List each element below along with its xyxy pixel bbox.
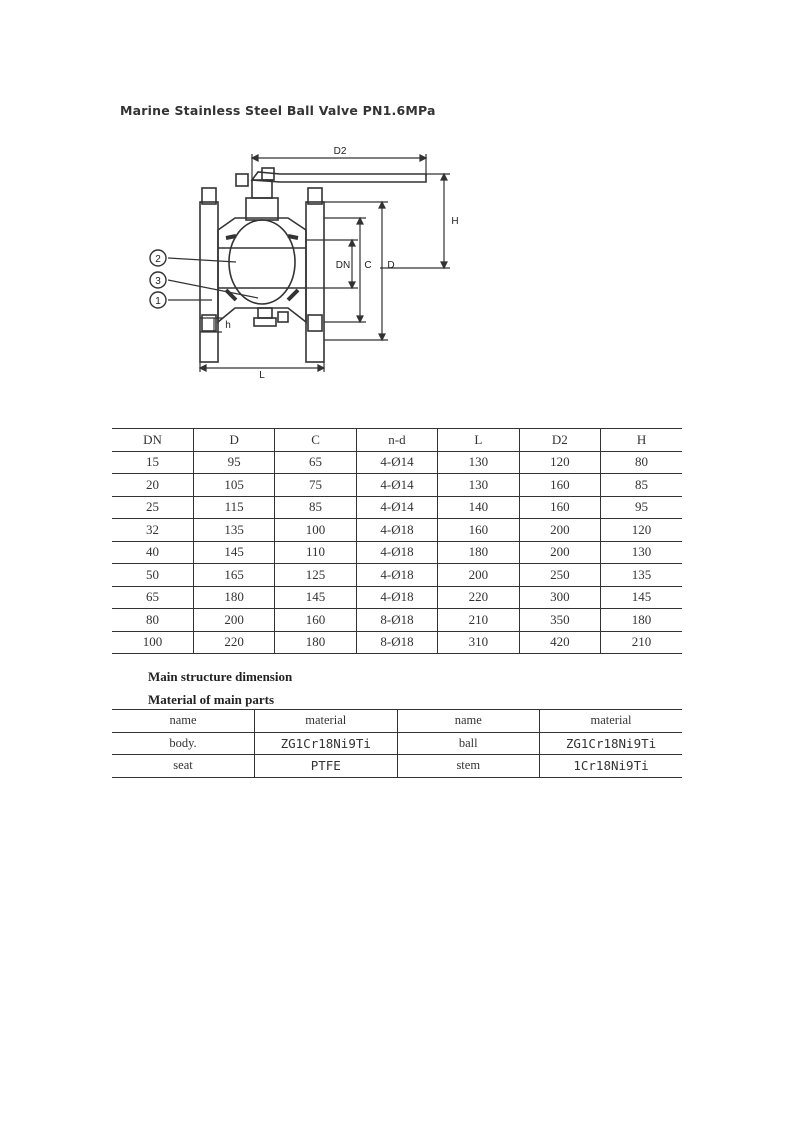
table-cell: 180 (601, 609, 682, 632)
table-cell: 100 (275, 519, 356, 542)
table-cell: 4-Ø18 (356, 586, 437, 609)
table-row (112, 732, 682, 755)
table-cell: 100 (112, 631, 193, 654)
table-cell: 80 (601, 451, 682, 474)
header-h: H (601, 429, 682, 452)
table-cell: 165 (193, 564, 274, 587)
table-cell: 4-Ø18 (356, 519, 437, 542)
table-cell: 4-Ø18 (356, 541, 437, 564)
table-cell: 210 (601, 631, 682, 654)
header-name-1: name (112, 710, 255, 733)
table-cell: 160 (519, 474, 600, 497)
table-row (112, 519, 682, 542)
table-cell: 32 (112, 519, 193, 542)
table-cell: 145 (601, 586, 682, 609)
right-flange (306, 202, 324, 362)
table-cell: 95 (193, 451, 274, 474)
table-cell: 160 (519, 496, 600, 519)
table-cell: 200 (519, 541, 600, 564)
table-row (112, 564, 682, 587)
table-cell: 130 (438, 451, 519, 474)
caption-materials: Material of main parts (148, 692, 275, 707)
valve-stem (252, 180, 272, 198)
dim-label-h: H (451, 216, 459, 227)
table-row (112, 541, 682, 564)
table-row (112, 451, 682, 474)
table-cell: 250 (519, 564, 600, 587)
table-cell: 4-Ø14 (356, 474, 437, 497)
table-cell: 4-Ø18 (356, 564, 437, 587)
table-cell: 310 (438, 631, 519, 654)
table-cell: seat (112, 755, 255, 778)
table-cell: 160 (438, 519, 519, 542)
header-name-2: name (397, 710, 540, 733)
valve-handle (252, 172, 426, 182)
table-cell: 120 (519, 451, 600, 474)
table-row (112, 755, 682, 778)
table-cell: 80 (112, 609, 193, 632)
valve-ball (229, 220, 295, 304)
table-cell: 200 (438, 564, 519, 587)
table-cell: 105 (193, 474, 274, 497)
table-cell: 115 (193, 496, 274, 519)
table-cell: 130 (601, 541, 682, 564)
header-material-2: material (540, 710, 683, 733)
table-cell: 85 (601, 474, 682, 497)
table-cell: 8-Ø18 (356, 609, 437, 632)
table-cell: 120 (601, 519, 682, 542)
dim-label-d2: D2 (333, 146, 347, 157)
valve-body (218, 218, 306, 322)
material-table-header (112, 710, 682, 733)
table-cell: 140 (438, 496, 519, 519)
header-d2: D2 (519, 429, 600, 452)
left-flange (200, 202, 218, 362)
table-cell: ZG1Cr18Ni9Ti (255, 732, 398, 755)
table-cell: 200 (193, 609, 274, 632)
table-cell: 40 (112, 541, 193, 564)
callout-3: 3 (155, 276, 161, 287)
table-cell: PTFE (255, 755, 398, 778)
table-cell: 75 (275, 474, 356, 497)
header-c: C (275, 429, 356, 452)
table-cell: 135 (193, 519, 274, 542)
table-cell: 25 (112, 496, 193, 519)
table-cell: 65 (275, 451, 356, 474)
valve-technical-drawing (140, 140, 470, 380)
table-row (112, 586, 682, 609)
table-cell: 8-Ø18 (356, 631, 437, 654)
table-row (112, 609, 682, 632)
table-cell: 15 (112, 451, 193, 474)
callout-2: 2 (155, 254, 161, 265)
table-cell: 65 (112, 586, 193, 609)
table-cell: body. (112, 732, 255, 755)
table-cell: 110 (275, 541, 356, 564)
table-cell: 180 (438, 541, 519, 564)
dim-label-dn: DN (335, 260, 351, 271)
table-cell: 420 (519, 631, 600, 654)
table-cell: 4-Ø14 (356, 451, 437, 474)
table-cell: 145 (193, 541, 274, 564)
table-cell: 125 (275, 564, 356, 587)
table-cell: 300 (519, 586, 600, 609)
table-cell: stem (397, 755, 540, 778)
table-cell: 220 (438, 586, 519, 609)
table-cell: 50 (112, 564, 193, 587)
table-row (112, 631, 682, 654)
table-row (112, 474, 682, 497)
dimension-table (112, 428, 682, 654)
table-cell: 350 (519, 609, 600, 632)
dim-label-l: L (259, 370, 265, 380)
header-l: L (438, 429, 519, 452)
table-cell: 200 (519, 519, 600, 542)
table-cell: 210 (438, 609, 519, 632)
table-cell: 145 (275, 586, 356, 609)
dimension-table-header (112, 429, 682, 452)
dim-label-c: C (364, 260, 372, 271)
table-cell: 95 (601, 496, 682, 519)
dim-label-h-small: h (225, 320, 231, 331)
header-material-1: material (255, 710, 398, 733)
table-cell: ZG1Cr18Ni9Ti (540, 732, 683, 755)
caption-structure: Main structure dimension (148, 669, 293, 684)
header-d: D (193, 429, 274, 452)
table-cell: 130 (438, 474, 519, 497)
valve-neck (246, 198, 278, 220)
header-dn: DN (112, 429, 193, 452)
table-cell: 85 (275, 496, 356, 519)
header-n-d: n-d (356, 429, 437, 452)
table-row (112, 496, 682, 519)
dim-label-d: D (387, 260, 395, 271)
table-cell: 160 (275, 609, 356, 632)
table-cell: 1Cr18Ni9Ti (540, 755, 683, 778)
table-cell: 220 (193, 631, 274, 654)
table-cell: 20 (112, 474, 193, 497)
material-table (112, 709, 682, 778)
table-cell: 180 (193, 586, 274, 609)
table-cell: 180 (275, 631, 356, 654)
table-cell: 135 (601, 564, 682, 587)
page-title: Marine Stainless Steel Ball Valve PN1.6MPa (120, 103, 436, 118)
table-cell: 4-Ø14 (356, 496, 437, 519)
table-cell: ball (397, 732, 540, 755)
callout-1: 1 (155, 296, 161, 307)
